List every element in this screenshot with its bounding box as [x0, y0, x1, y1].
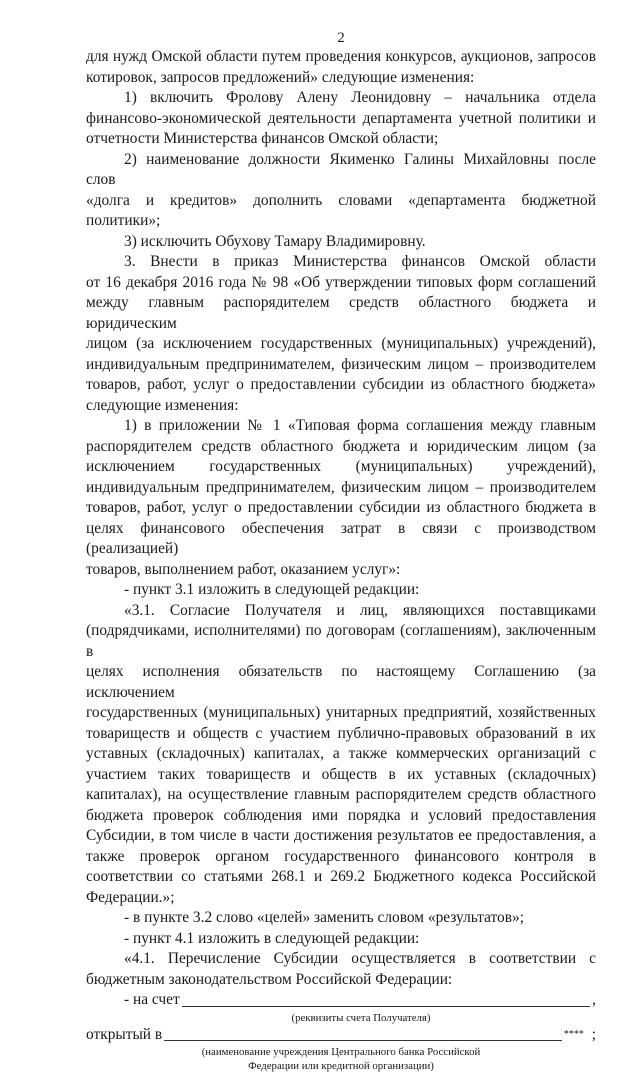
text-line: уставных (складочных) капиталах, а также коммерческих организаций с — [86, 745, 596, 762]
account-blank-line[interactable] — [182, 992, 590, 1007]
opened-caption-line: Федерации или кредитной организации) — [248, 1060, 434, 1072]
text-line: целях исполнения обязательств по настоящему Соглашению (за исключением — [86, 663, 596, 701]
text-line: - пункт 4.1 изложить в следующей редакции: — [124, 929, 420, 947]
text-line: бюджета проверок соблюдения ими порядка и условий предоставления — [86, 806, 596, 824]
opened-blank-line[interactable] — [164, 1026, 562, 1041]
text-line: бюджетным законодательством Российской Федерации: — [86, 970, 453, 988]
text-line: следующие изменения: — [86, 396, 239, 414]
text-line: индивидуальным предпринимателем, физическим лицом – производителем — [86, 355, 596, 373]
text-line: целях финансового обеспечения затрат в связи с производством (реализацией) — [86, 519, 596, 557]
text-line: товаров, работ, услуг о предоставлении субсидии из областного бюджета в — [86, 499, 596, 516]
document-body — [86, 47, 596, 1073]
account-end: , — [592, 991, 596, 1008]
page-number: 2 — [337, 30, 345, 46]
text-line: Субсидии, в том числе в части достижения результатов ее предоставления, а — [86, 827, 596, 844]
text-line: 1) в приложении № 1 «Типовая форма соглашения между главным — [124, 417, 596, 434]
account-label: - на счет — [124, 991, 180, 1008]
text-line: - в пункте 3.2 слово «целей» заменить словом «результатов»; — [124, 909, 524, 926]
opened-end: ; — [591, 1025, 596, 1043]
text-line: финансово-экономической деятельности департамента учетной политики и — [86, 109, 596, 127]
account-fill-row — [86, 990, 596, 1011]
text-line: товариществ и обществ с участием публично-правовых образований в их — [86, 724, 596, 742]
text-line: распорядителем средств областного бюджета и юридическим лицом (за — [86, 437, 596, 455]
text-line: «долга и кредитов» дополнить словами «департамента бюджетной политики»; — [86, 191, 596, 229]
text-line: «3.1. Согласие Получателя и лиц, являющихся поставщиками — [124, 601, 596, 619]
opened-fill-row — [86, 1025, 596, 1046]
text-line: капиталах), на осуществление главным распорядителем средств областного — [86, 786, 596, 803]
text-line: между главным распорядителем средств областного бюджета и юридическим — [86, 294, 596, 332]
text-line: 3) исключить Обухову Тамару Владимировну. — [124, 232, 426, 250]
text-line: исключением государственных (муниципальных) учреждений), — [86, 458, 596, 475]
text-line: участием таких товариществ и обществ в их уставных (складочных) — [86, 765, 596, 783]
text-line: индивидуальным предпринимателем, физическим лицом – производителем — [86, 478, 596, 496]
footnote-marks: **** — [563, 1028, 584, 1040]
text-line: также проверок органом государственного финансового контроля в — [86, 847, 596, 865]
opened-label: открытый в — [86, 1025, 163, 1043]
text-line: для нужд Омской области путем проведения конкурсов, аукционов, запросов — [86, 48, 596, 65]
account-caption: (реквизиты счета Получателя) — [291, 1011, 431, 1024]
text-line: от 16 декабря 2016 года № 98 «Об утверждении типовых форм соглашений — [86, 273, 596, 291]
text-line: - пункт 3.1 изложить в следующей редакции: — [124, 581, 420, 598]
text-line: котировок, запросов предложений» следующие изменения: — [86, 68, 475, 86]
text-line: государственных (муниципальных) унитарных предприятий, хозяйственных — [86, 704, 596, 721]
text-line: товаров, выполнением работ, оказанием услуг»: — [86, 560, 401, 578]
text-line: «4.1. Перечисление Субсидии осуществляется в соответствии с — [124, 950, 596, 967]
text-line: отчетности Министерства финансов Омской области; — [86, 130, 439, 147]
text-line: товаров, работ, услуг о предоставлении субсидии из областного бюджета» — [86, 376, 596, 393]
text-line: лицом (за исключением государственных (муниципальных) учреждений), — [86, 335, 596, 352]
text-line: Федерации.»; — [86, 888, 175, 906]
text-line: 2) наименование должности Якименко Галины Михайловны после слов — [86, 150, 596, 188]
text-line: 3. Внести в приказ Министерства финансов Омской области — [124, 253, 596, 270]
opened-caption-line: (наименование учреждения Центрального банка Российской — [201, 1046, 481, 1058]
text-line: 1) включить Фролову Алену Леонидовну – начальника отдела — [124, 89, 596, 106]
text-line: соответствии со статьями 268.1 и 269.2 Бюджетного кодекса Российской — [86, 868, 596, 885]
text-line: (подрядчиками, исполнителями) по договорам (соглашениям), заключенным в — [86, 622, 596, 660]
